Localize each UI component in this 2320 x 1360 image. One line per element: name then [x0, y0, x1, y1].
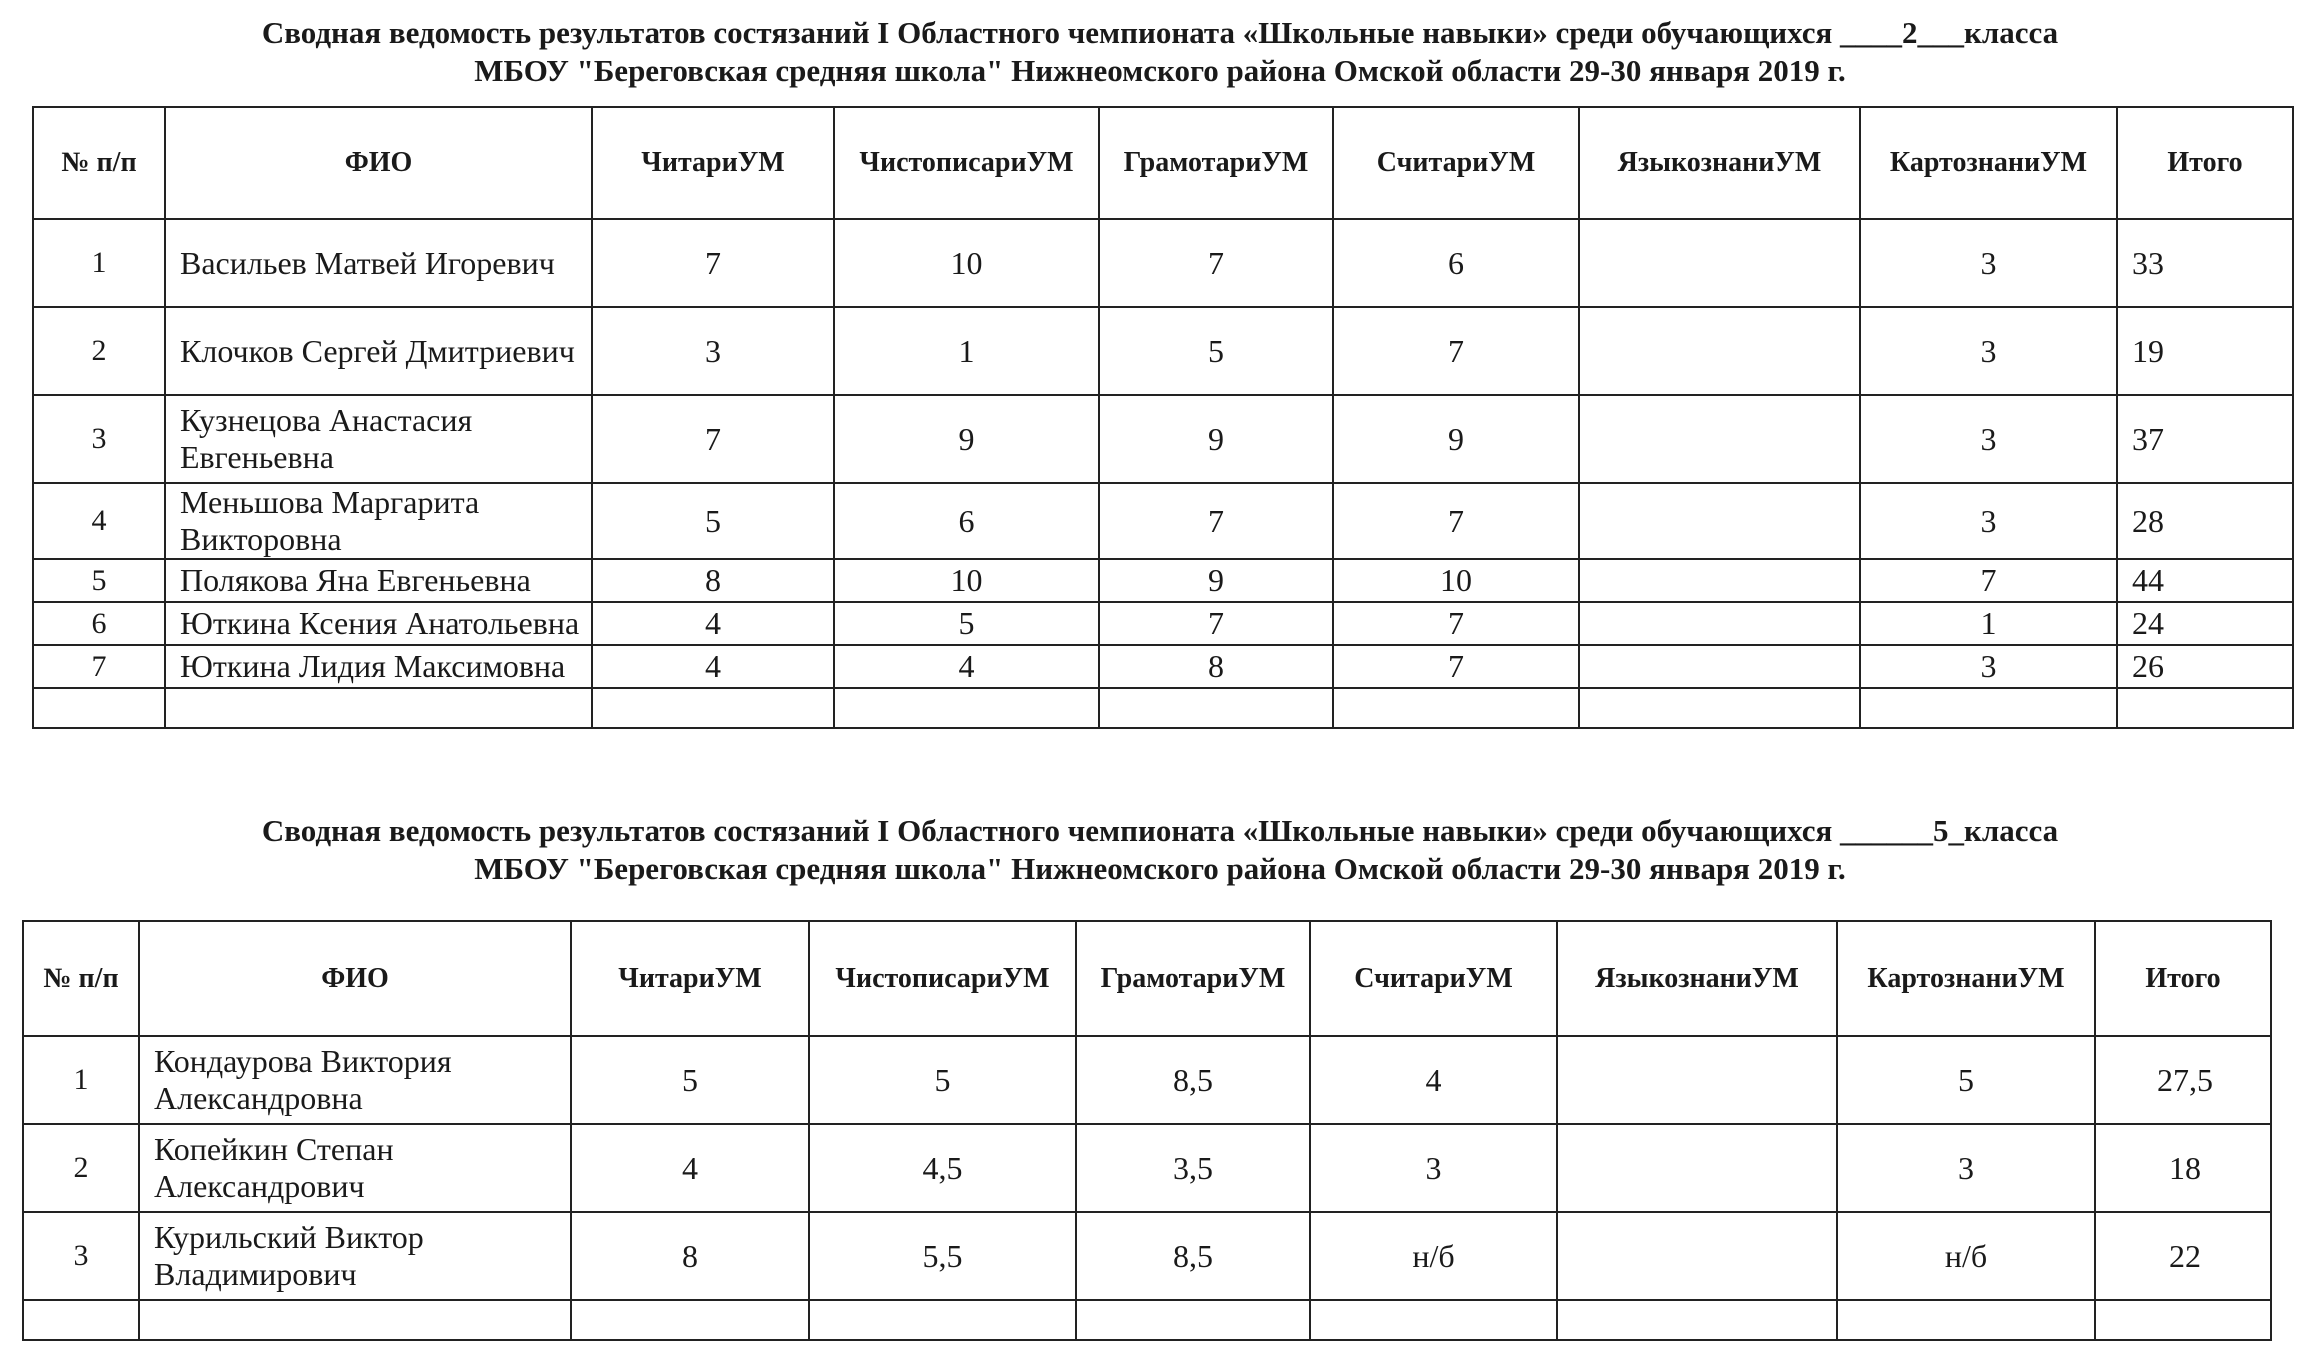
cell-read: 5: [571, 1036, 809, 1124]
header-map: КартознаниУМ: [1860, 107, 2117, 219]
header-lang: ЯзыкознаниУМ: [1579, 107, 1860, 219]
cell-map: н/б: [1837, 1212, 2095, 1300]
header-map: КартознаниУМ: [1837, 921, 2095, 1036]
cell-total: 26: [2117, 645, 2293, 688]
cell-num: 2: [33, 307, 165, 395]
cell-num: 7: [33, 645, 165, 688]
header-count: СчитариУМ: [1333, 107, 1579, 219]
empty-cell: [1099, 688, 1333, 728]
empty-cell: [1310, 1300, 1557, 1340]
cell-write: 1: [834, 307, 1099, 395]
cell-count: 7: [1333, 645, 1579, 688]
cell-total: 28: [2117, 483, 2293, 559]
cell-read: 4: [592, 602, 834, 645]
cell-write: 5: [809, 1036, 1076, 1124]
table-row: [33, 307, 2293, 395]
empty-cell: [2095, 1300, 2271, 1340]
cell-count: н/б: [1310, 1212, 1557, 1300]
cell-grammar: 7: [1099, 602, 1333, 645]
header-write: ЧистописариУМ: [809, 921, 1076, 1036]
cell-count: 6: [1333, 219, 1579, 307]
header-read: ЧитариУМ: [571, 921, 809, 1036]
cell-num: 5: [33, 559, 165, 602]
empty-cell: [1076, 1300, 1310, 1340]
cell-count: 7: [1333, 602, 1579, 645]
cell-count: 4: [1310, 1036, 1557, 1124]
cell-total: 27,5: [2095, 1036, 2271, 1124]
cell-read: 5: [592, 483, 834, 559]
cell-write: 9: [834, 395, 1099, 483]
title-line-2: МБОУ "Береговская средняя школа" Нижнеомского района Омской области 29-30 января 2019 г.: [474, 53, 1846, 88]
header-count: СчитариУМ: [1310, 921, 1557, 1036]
cell-count: 7: [1333, 483, 1579, 559]
cell-lang: [1557, 1036, 1837, 1124]
header-name: ФИО: [165, 107, 592, 219]
cell-lang: [1579, 395, 1860, 483]
header-num: № п/п: [23, 921, 139, 1036]
cell-total: 22: [2095, 1212, 2271, 1300]
cell-map: 3: [1837, 1124, 2095, 1212]
cell-name: Клочков Сергей Дмитриевич: [165, 307, 592, 395]
empty-cell: [834, 688, 1099, 728]
table-row-empty: [23, 1300, 2271, 1340]
empty-cell: [1333, 688, 1579, 728]
cell-grammar: 7: [1099, 483, 1333, 559]
cell-lang: [1579, 219, 1860, 307]
cell-grammar: 9: [1099, 559, 1333, 602]
header-grammar: ГрамотариУМ: [1099, 107, 1333, 219]
cell-grammar: 9: [1099, 395, 1333, 483]
table-row: [33, 219, 2293, 307]
table-row: [23, 1036, 2271, 1124]
table-row: [33, 559, 2293, 602]
cell-grammar: 5: [1099, 307, 1333, 395]
cell-total: 37: [2117, 395, 2293, 483]
header-total: Итого: [2117, 107, 2293, 219]
cell-read: 7: [592, 219, 834, 307]
cell-count: 10: [1333, 559, 1579, 602]
table-row: [33, 483, 2293, 559]
cell-name: Копейкин Степан Александрович: [139, 1124, 571, 1212]
cell-write: 4: [834, 645, 1099, 688]
cell-lang: [1579, 559, 1860, 602]
cell-read: 8: [592, 559, 834, 602]
cell-total: 44: [2117, 559, 2293, 602]
table-row: [33, 602, 2293, 645]
cell-grammar: 3,5: [1076, 1124, 1310, 1212]
cell-total: 18: [2095, 1124, 2271, 1212]
header-name: ФИО: [139, 921, 571, 1036]
header-lang: ЯзыкознаниУМ: [1557, 921, 1837, 1036]
cell-lang: [1579, 307, 1860, 395]
cell-grammar: 8: [1099, 645, 1333, 688]
header-row: [23, 921, 2271, 1036]
cell-name: Васильев Матвей Игоревич: [165, 219, 592, 307]
header-total: Итого: [2095, 921, 2271, 1036]
cell-write: 5,5: [809, 1212, 1076, 1300]
cell-lang: [1557, 1124, 1837, 1212]
cell-write: 10: [834, 559, 1099, 602]
cell-total: 19: [2117, 307, 2293, 395]
cell-total: 24: [2117, 602, 2293, 645]
empty-cell: [23, 1300, 139, 1340]
empty-cell: [33, 688, 165, 728]
sheet-title: [0, 812, 2320, 888]
empty-cell: [139, 1300, 571, 1340]
cell-name: Меньшова Маргарита Викторовна: [165, 483, 592, 559]
table-row: [23, 1124, 2271, 1212]
cell-map: 3: [1860, 307, 2117, 395]
cell-write: 10: [834, 219, 1099, 307]
header-read: ЧитариУМ: [592, 107, 834, 219]
cell-read: 3: [592, 307, 834, 395]
cell-num: 1: [23, 1036, 139, 1124]
cell-lang: [1579, 483, 1860, 559]
cell-grammar: 8,5: [1076, 1212, 1310, 1300]
cell-grammar: 8,5: [1076, 1036, 1310, 1124]
cell-count: 7: [1333, 307, 1579, 395]
cell-name: Кузнецова Анастасия Евгеньевна: [165, 395, 592, 483]
table-row-empty: [33, 688, 2293, 728]
cell-read: 8: [571, 1212, 809, 1300]
cell-read: 7: [592, 395, 834, 483]
results-sheet-grade-2: [0, 14, 2320, 684]
cell-read: 4: [571, 1124, 809, 1212]
cell-map: 5: [1837, 1036, 2095, 1124]
cell-name: Юткина Ксения Анатольевна: [165, 602, 592, 645]
cell-map: 3: [1860, 395, 2117, 483]
cell-name: Курильский Виктор Владимирович: [139, 1212, 571, 1300]
title-line-2: МБОУ "Береговская средняя школа" Нижнеомского района Омской области 29-30 января 2019 г.: [474, 851, 1846, 886]
sheet-title: [0, 14, 2320, 90]
cell-num: 3: [33, 395, 165, 483]
empty-cell: [592, 688, 834, 728]
cell-map: 1: [1860, 602, 2117, 645]
empty-cell: [1860, 688, 2117, 728]
cell-read: 4: [592, 645, 834, 688]
table-row: [33, 395, 2293, 483]
empty-cell: [2117, 688, 2293, 728]
cell-num: 1: [33, 219, 165, 307]
table-row: [33, 645, 2293, 688]
cell-total: 33: [2117, 219, 2293, 307]
title-line-1: Сводная ведомость результатов состязаний I Областного чемпионата «Школьные навыки» среди обучающихся ______5_класса: [261, 813, 2059, 848]
cell-name: Полякова Яна Евгеньевна: [165, 559, 592, 602]
empty-cell: [165, 688, 592, 728]
cell-write: 6: [834, 483, 1099, 559]
cell-write: 5: [834, 602, 1099, 645]
title-line-1: Сводная ведомость результатов состязаний I Областного чемпионата «Школьные навыки» среди обучающихся ____2___класса: [261, 15, 2059, 50]
cell-name: Юткина Лидия Максимовна: [165, 645, 592, 688]
cell-map: 3: [1860, 219, 2117, 307]
empty-cell: [1837, 1300, 2095, 1340]
cell-map: 7: [1860, 559, 2117, 602]
header-num: № п/п: [33, 107, 165, 219]
cell-map: 3: [1860, 645, 2117, 688]
cell-lang: [1579, 602, 1860, 645]
cell-num: 4: [33, 483, 165, 559]
cell-map: 3: [1860, 483, 2117, 559]
cell-write: 4,5: [809, 1124, 1076, 1212]
cell-count: 9: [1333, 395, 1579, 483]
empty-cell: [1579, 688, 1860, 728]
table-row: [23, 1212, 2271, 1300]
cell-grammar: 7: [1099, 219, 1333, 307]
cell-num: 3: [23, 1212, 139, 1300]
results-sheet-grade-5: [0, 812, 2320, 1292]
results-table: [32, 106, 2294, 729]
cell-name: Кондаурова Виктория Александровна: [139, 1036, 571, 1124]
cell-lang: [1557, 1212, 1837, 1300]
empty-cell: [571, 1300, 809, 1340]
cell-num: 2: [23, 1124, 139, 1212]
cell-count: 3: [1310, 1124, 1557, 1212]
empty-cell: [809, 1300, 1076, 1340]
header-grammar: ГрамотариУМ: [1076, 921, 1310, 1036]
empty-cell: [1557, 1300, 1837, 1340]
results-table: [22, 920, 2272, 1341]
cell-num: 6: [33, 602, 165, 645]
header-row: [33, 107, 2293, 219]
header-write: ЧистописариУМ: [834, 107, 1099, 219]
cell-lang: [1579, 645, 1860, 688]
